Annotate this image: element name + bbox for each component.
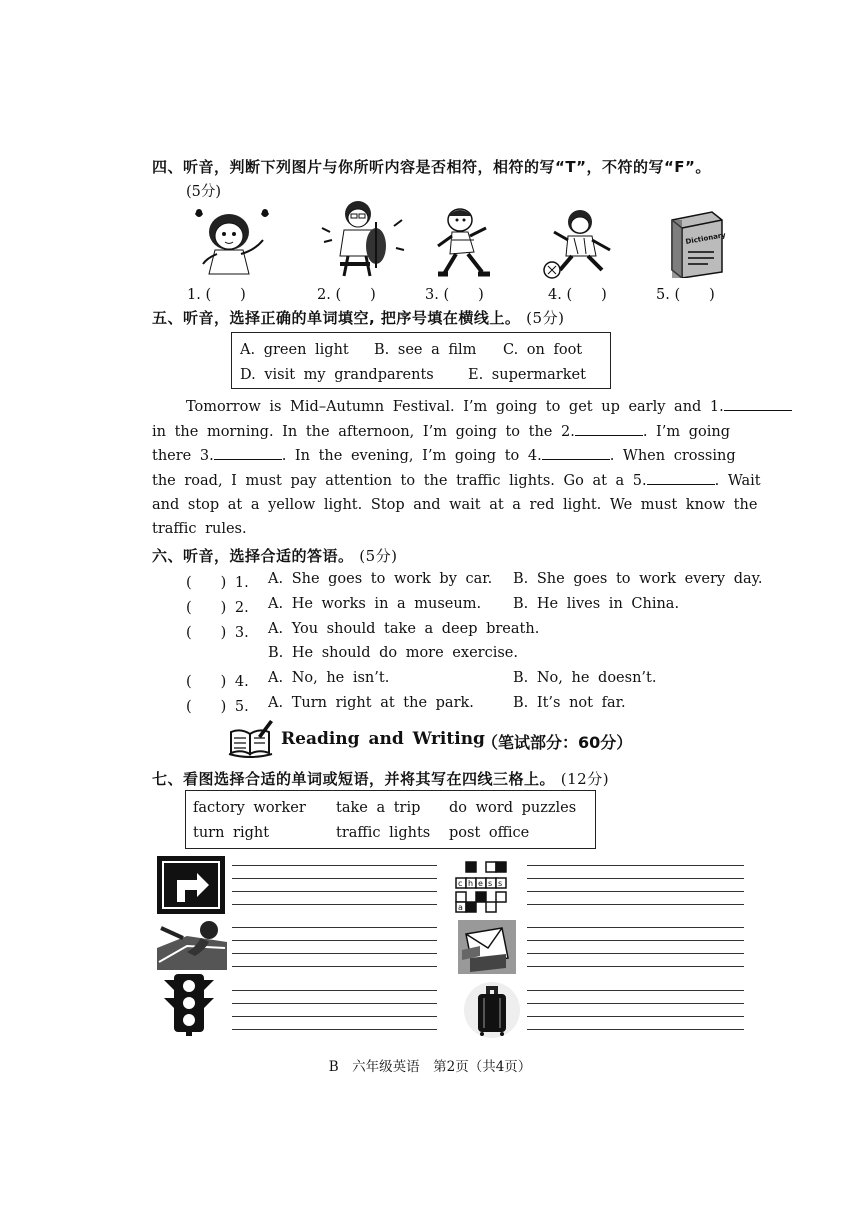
- suitcase-picture: [462, 980, 522, 1038]
- section5-title: [152, 307, 564, 328]
- writing-lines-5[interactable]: [527, 927, 744, 967]
- part2-title: Reading and Writing: [281, 729, 485, 749]
- s4-item-4[interactable]: 4. ( ): [548, 287, 607, 303]
- book-pen-icon: [228, 718, 274, 758]
- factory-worker-picture: [157, 918, 227, 970]
- section5-title-text: 五、听音，选择正确的单词填空, 把序号填在横线上。: [152, 309, 521, 327]
- dictionary-picture: [664, 210, 728, 278]
- q3-option-b: B. He should do more exercise.: [268, 645, 518, 661]
- q2-option-a: A. He works in a museum.: [268, 596, 482, 612]
- violin-player-picture: [318, 198, 408, 282]
- section7-title: [152, 768, 609, 789]
- turn-right-sign-picture: [157, 856, 225, 914]
- q5-number[interactable]: ( ) 5.: [186, 699, 249, 715]
- writing-lines-6[interactable]: [527, 990, 744, 1030]
- passage-l3a: there 3.: [152, 448, 214, 464]
- dictionary-cover-text: Dictionary: [684, 231, 727, 246]
- cw-letter-1: c: [458, 879, 463, 888]
- cw-letter-4: s: [488, 879, 493, 888]
- q1-number[interactable]: ( ) 1.: [186, 575, 249, 591]
- cw-letter-3: e: [478, 879, 483, 888]
- q3-number[interactable]: ( ) 3.: [186, 625, 249, 641]
- s4-item-2[interactable]: 2. ( ): [317, 287, 376, 303]
- writing-lines-1[interactable]: [232, 865, 437, 905]
- blank-2[interactable]: [575, 423, 643, 436]
- blank-5[interactable]: [647, 472, 715, 485]
- s7-word-do-word-puzzles: do word puzzles: [449, 800, 577, 816]
- q1-option-a: A. She goes to work by car.: [268, 571, 493, 587]
- passage-l3c: . When crossing: [609, 448, 736, 464]
- section6-title-text: 六、听音，选择合适的答语。: [152, 547, 354, 565]
- section7-title-text: 七、看图选择合适的单词或短语，并将其写在四线三格上。: [152, 770, 556, 788]
- passage-line-2: [152, 423, 744, 440]
- passage-l3b: . In the evening, I’m going to 4.: [281, 448, 542, 464]
- s5-option-c: C. on foot: [503, 342, 583, 358]
- writing-lines-2[interactable]: [232, 927, 437, 967]
- q5-option-b: B. It’s not far.: [513, 695, 626, 711]
- cw-letter-2: h: [468, 879, 474, 888]
- s7-word-factory-worker: factory worker: [193, 800, 306, 816]
- page-footer: B 六年级英语 第2页（共4页）: [328, 1059, 532, 1075]
- passage-line-5: and stop at a yellow light. Stop and wait at a red light. We must know the: [152, 497, 758, 513]
- s5-option-a: A. green light: [240, 342, 349, 358]
- section7-points: (12分): [560, 770, 610, 788]
- blank-3[interactable]: [214, 447, 282, 460]
- passage-line-6: traffic rules.: [152, 521, 247, 537]
- passage-line-1: [186, 398, 792, 415]
- football-boy-picture: [538, 208, 622, 280]
- section4-title: [152, 156, 711, 177]
- crossword-puzzle-picture: [452, 858, 516, 914]
- passage-l4a: the road, I must pay attention to the traffic lights. Go at a 5.: [152, 473, 647, 489]
- q4-number[interactable]: ( ) 4.: [186, 674, 249, 690]
- passage-l2b: . I’m going: [642, 424, 731, 440]
- s4-item-5[interactable]: 5. ( ): [656, 287, 715, 303]
- q4-option-b: B. No, he doesn’t.: [513, 670, 657, 686]
- running-boy-picture: [430, 206, 500, 282]
- q4-option-a: A. No, he isn’t.: [268, 670, 390, 686]
- cw-letter-6: a: [458, 903, 463, 912]
- q1-option-b: B. She goes to work every day.: [513, 571, 763, 587]
- q5-option-a: A. Turn right at the park.: [268, 695, 474, 711]
- s5-option-e: E. supermarket: [468, 367, 586, 383]
- q2-number[interactable]: ( ) 2.: [186, 600, 249, 616]
- passage-line-4: [152, 472, 761, 489]
- s5-option-d: D. visit my grandparents: [240, 367, 434, 383]
- section4-title-text: 四、听音，判断下列图片与你所听内容是否相符，相符的写“T”，不符的写“F”。: [152, 158, 711, 176]
- s7-word-traffic-lights: traffic lights: [336, 825, 431, 841]
- girl-picture: [185, 204, 277, 280]
- traffic-light-picture: [162, 972, 216, 1036]
- s4-item-1[interactable]: 1. ( ): [187, 287, 246, 303]
- s7-word-turn-right: turn right: [193, 825, 270, 841]
- s7-word-take-a-trip: take a trip: [336, 800, 421, 816]
- passage-l4b: . Wait: [714, 473, 761, 489]
- section5-points: (5分): [526, 309, 565, 327]
- section6-points: (5分): [359, 547, 398, 565]
- q3-option-a: A. You should take a deep breath.: [268, 621, 540, 637]
- passage-l1a: Tomorrow is Mid–Autumn Festival. I’m going to get up early and 1.: [186, 399, 724, 415]
- passage-l2a: in the morning. In the afternoon, I’m going to the 2.: [152, 424, 575, 440]
- s7-word-post-office: post office: [449, 825, 530, 841]
- cw-letter-5: s: [498, 879, 503, 888]
- q2-option-b: B. He lives in China.: [513, 596, 680, 612]
- writing-lines-3[interactable]: [232, 990, 437, 1030]
- blank-4[interactable]: [542, 447, 610, 460]
- blank-1[interactable]: [724, 398, 792, 411]
- s5-option-b: B. see a film: [374, 342, 477, 358]
- part2-subtitle: （笔试部分：60分）: [482, 733, 633, 752]
- writing-lines-4[interactable]: [527, 865, 744, 905]
- passage-line-3: [152, 447, 736, 464]
- section4-points: (5分): [186, 184, 222, 200]
- section6-title: [152, 545, 398, 566]
- post-office-mail-picture: [458, 920, 516, 974]
- s4-item-3[interactable]: 3. ( ): [425, 287, 484, 303]
